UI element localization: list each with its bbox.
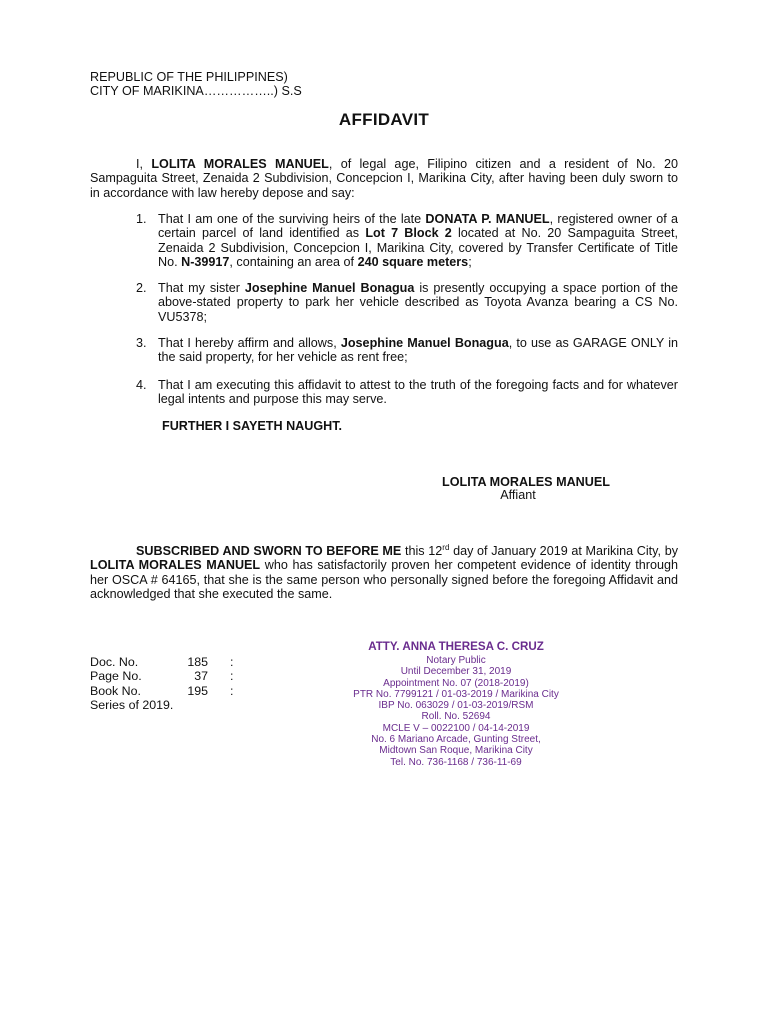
item-text: That I am executing this affidavit to attest to the truth of the foregoing facts and for whatever legal intents and purpose this may serve.: [158, 378, 678, 407]
affiant-name-intro: LOLITA MORALES MANUEL: [151, 157, 329, 171]
item-text: That I hereby affirm and allows, Josephine Manuel Bonagua, to use as GARAGE ONLY in the said property, for her vehicle as rent free;: [158, 336, 679, 365]
item-number: 2.: [136, 281, 147, 295]
notary-line: MCLE V – 0022100 / 04-14-2019: [382, 722, 530, 734]
header-line-1: REPUBLIC OF THE PHILIPPINES): [90, 70, 288, 84]
further-statement: FURTHER I SAYETH NAUGHT.: [162, 419, 343, 433]
notary-block: [306, 639, 606, 768]
item-number: 3.: [136, 336, 147, 350]
notary-line: Notary Public: [426, 655, 486, 666]
notary-line: Tel. No. 736-1168 / 736-11-69: [390, 756, 522, 768]
affiant-name: LOLITA MORALES MANUEL: [442, 475, 610, 489]
item-text: That my sister Josephine Manuel Bonagua is presently occupying a space portion of the above-stated property to park her vehicle described as Toyota Avanza bearing a CS No. VU5378;: [158, 281, 678, 324]
notary-name: ATTY. ANNA THERESA C. CRUZ: [368, 640, 544, 653]
doc-row: Series of 2019.: [90, 698, 174, 713]
item-text: That I am one of the surviving heirs of the late DONATA P. MANUEL, registered owner of a certain parcel of land identified as Lot 7 Block 2 located at No. 20 Sampaguita Street, Zenaida 2 Subdivision, Concepcion I, Marikina City, covered by Transfer Certificate of Title No. N-39917, containing an area of 240 square meters;: [158, 212, 679, 269]
doc-row: Book No. 195 :: [90, 683, 234, 698]
intro-paragraph: I, LOLITA MORALES MANUEL, of legal age, Filipino citizen and a resident of No. 20 Sampaguita Street, Zenaida 2 Subdivision, Concepcion I, Marikina City, after having been duly sworn to in accordance with law hereby depose and say:: [90, 157, 679, 200]
notary-line: No. 6 Mariano Arcade, Gunting Street,: [371, 734, 541, 746]
notary-line: IBP No. 063029 / 01-03-2019/RSM: [378, 700, 534, 712]
notary-line: Roll. No. 52694: [421, 711, 491, 723]
notary-line: Appointment No. 07 (2018-2019): [383, 677, 529, 689]
doc-row: Page No. 37 :: [90, 669, 234, 684]
doc-info: [90, 655, 240, 713]
header-line-2: CITY OF MARIKINA……………..) S.S: [90, 84, 302, 98]
jurat-paragraph: SUBSCRIBED AND SWORN TO BEFORE ME this 12rd day of January 2019 at Marikina City, by LOLITA MORALES MANUEL who has satisfactorily proven her competent evidence of identity through her OSCA # 64165, that she is the same person who personally signed before the foregoing Affidavit and acknowledged that she executed the same.: [90, 542, 679, 601]
notary-line: PTR No. 7799121 / 01-03-2019 / Marikina City: [353, 688, 559, 700]
affiant-role: Affiant: [500, 488, 536, 502]
notary-line: Until December 31, 2019: [400, 666, 512, 678]
item-number: 4.: [136, 378, 147, 392]
document-title: AFFIDAVIT: [338, 110, 430, 129]
item-number: 1.: [136, 212, 147, 226]
doc-row: Doc. No. 185 :: [90, 655, 234, 669]
notary-line: Midtown San Roque, Marikina City: [379, 745, 533, 757]
